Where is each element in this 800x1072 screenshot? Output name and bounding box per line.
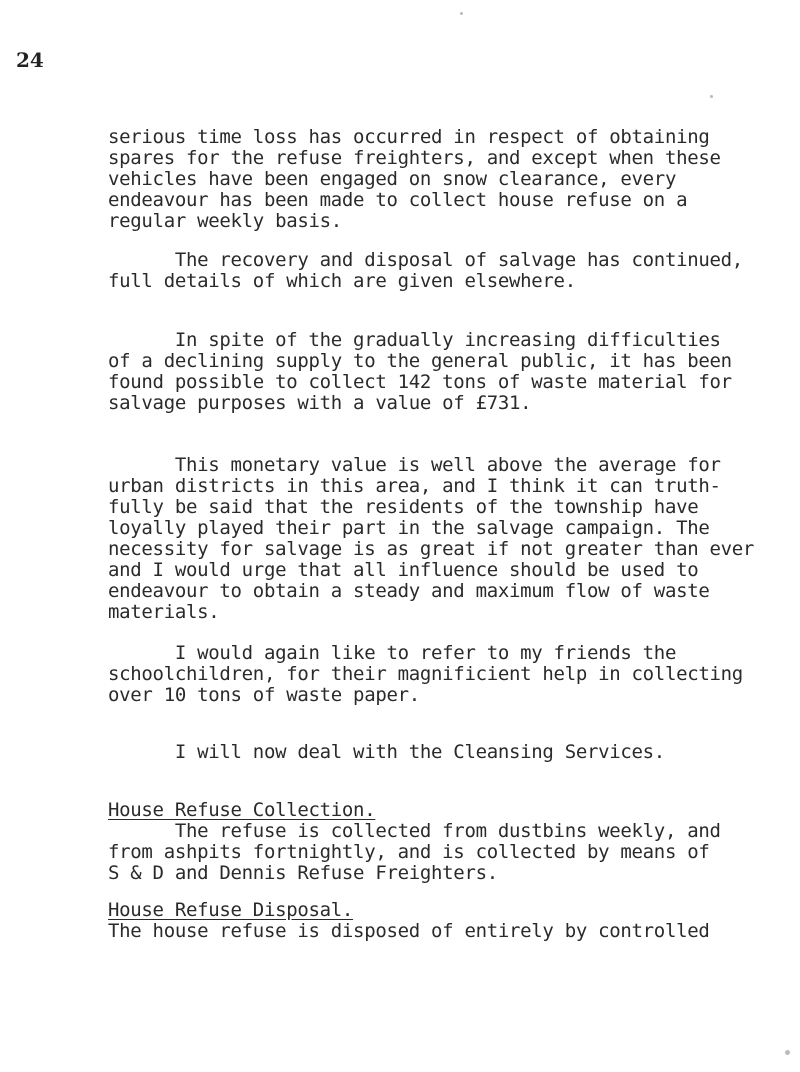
scan-speck	[460, 12, 463, 15]
paragraph-tons-collected: In spite of the gradually increasing difficulties of a declining supply to the general public, it has been found possible to collect 142 tons of waste material for salvage purposes with a value of £731.	[108, 329, 732, 414]
paragraph-cleansing-services: I will now deal with the Cleansing Services.	[108, 741, 665, 763]
section-body-refuse-disposal: The house refuse is disposed of entirely by controlled	[108, 920, 710, 942]
paragraph-monetary-value: This monetary value is well above the average for urban districts in this area, and I think it can truth- fully be said that the residents of the township have loyally played their part in the salvage campaign. The necessity for salvage is as great if not greater than ever and I would urge that all influence should be used to endeavour to obtain a steady and maximum flow of waste materials.	[108, 454, 755, 623]
scan-speck	[710, 95, 713, 98]
paragraph-salvage-recovery: The recovery and disposal of salvage has continued, full details of which are given elsewhere.	[108, 249, 743, 292]
paragraph-spares: serious time loss has occurred in respect of obtaining spares for the refuse freighters, and except when these vehicles have been engaged on snow clearance, every endeavour has been made to collect house refuse on a regular weekly basis.	[108, 126, 721, 232]
section-heading-refuse-disposal: House Refuse Disposal.	[108, 899, 354, 921]
section-body-refuse-collection: The refuse is collected from dustbins weekly, and from ashpits fortnightly, and is collected by means of S & D and Dennis Refuse Freighters.	[108, 820, 721, 884]
page-number: 24	[16, 48, 44, 72]
scan-speck	[785, 1050, 790, 1055]
paragraph-schoolchildren: I would again like to refer to my friends the schoolchildren, for their magnificient help in collecting over 10 tons of waste paper.	[108, 642, 743, 706]
section-heading-refuse-collection: House Refuse Collection.	[108, 799, 376, 821]
